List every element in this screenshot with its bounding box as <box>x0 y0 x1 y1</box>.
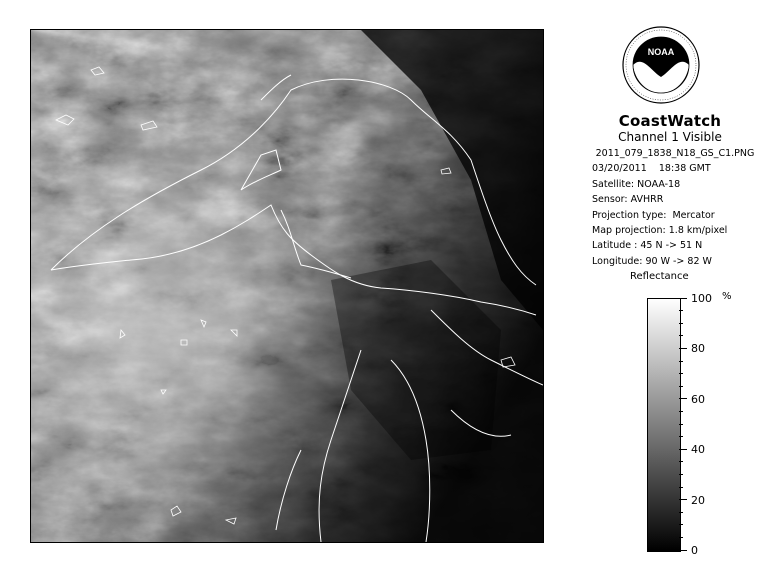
noaa-logo-svg <box>621 25 701 105</box>
map-projection-row <box>570 223 780 238</box>
scale-title: Reflectance <box>630 271 689 282</box>
projection-label: Projection type: <box>592 209 667 221</box>
satellite-image <box>30 29 544 543</box>
satellite-imagery-svg <box>31 30 543 542</box>
time: 18:38 GMT <box>658 163 711 175</box>
scale-label: 0 <box>691 544 698 557</box>
projection-value: Mercator <box>672 209 715 221</box>
scale-tick <box>679 550 687 551</box>
scale-unit: % <box>722 291 732 302</box>
scale-ticks <box>679 298 689 550</box>
brand-title: CoastWatch <box>618 112 722 130</box>
scale-tick <box>679 386 683 387</box>
scale-tick <box>679 512 683 513</box>
scale-tick <box>679 436 683 437</box>
scale-tick <box>679 487 683 488</box>
latitude-label: Latitude : <box>592 240 638 252</box>
latitude-value: 45 N -> 51 N <box>640 240 703 252</box>
datetime-row <box>570 161 780 176</box>
scale-tick <box>679 335 683 336</box>
scale-tick <box>679 474 683 475</box>
scale-tick <box>679 524 683 525</box>
scale-tick <box>679 398 687 399</box>
sensor-value: AVHRR <box>630 194 664 206</box>
scale-tick <box>679 298 687 299</box>
scale-tick <box>679 499 687 500</box>
channel-title: Channel 1 Visible <box>618 130 722 144</box>
map-projection-label: Map projection: <box>592 225 666 237</box>
sensor-row <box>570 192 780 207</box>
scale-tick <box>679 361 683 362</box>
satellite-row <box>570 177 780 192</box>
scale-tick <box>679 424 683 425</box>
scale-tick <box>679 348 687 349</box>
date: 03/20/2011 <box>592 163 647 175</box>
scale-tick <box>679 373 683 374</box>
scale-label: 20 <box>691 493 705 507</box>
map-projection-value: 1.8 km/pixel <box>668 225 728 237</box>
satellite-label: Satellite: <box>592 178 635 190</box>
scale-tick <box>679 323 683 324</box>
longitude-value: 90 W -> 82 W <box>645 255 712 267</box>
scale-label: 100 <box>691 292 712 305</box>
longitude-label: Longitude: <box>592 255 643 267</box>
longitude-row <box>570 254 780 269</box>
scale-label: 60 <box>691 392 705 406</box>
scale-tick <box>679 411 683 412</box>
scale-label: 80 <box>691 342 705 356</box>
latitude-row <box>570 238 780 253</box>
scale-tick <box>679 449 687 450</box>
scale-label: 40 <box>691 443 705 457</box>
scale-tick <box>679 537 683 538</box>
satellite-value: NOAA-18 <box>637 178 681 190</box>
logo-text: NOAA <box>647 47 675 57</box>
noaa-logo <box>621 25 701 105</box>
reflectance-scale-bar <box>647 298 681 552</box>
sensor-label: Sensor: <box>592 194 628 206</box>
projection-row <box>570 208 780 223</box>
metadata-block <box>570 146 780 269</box>
filename: 2011_079_1838_N18_GS_C1.PNG <box>595 148 755 159</box>
scale-tick <box>679 461 683 462</box>
scale-tick <box>679 310 683 311</box>
